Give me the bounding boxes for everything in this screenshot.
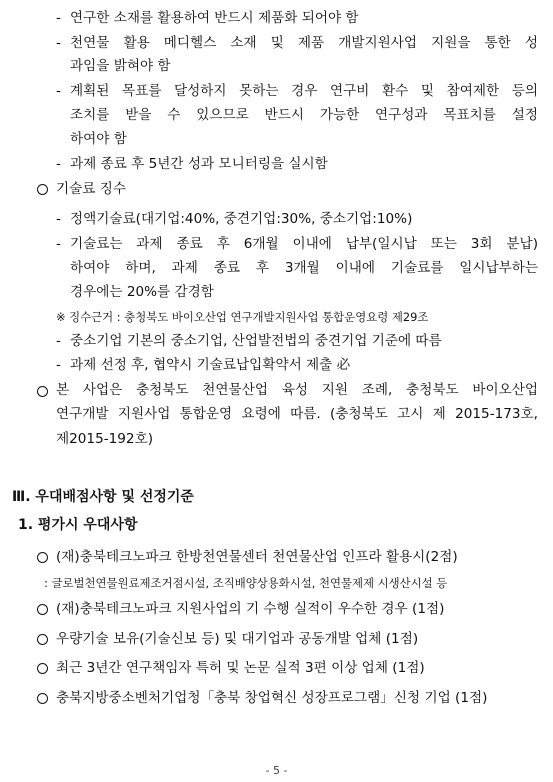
list-item: 충북지방중소벤처기업청「충북 창업혁신 성장프로그램」신청 기업 (1점) [56, 690, 488, 706]
list-item: (재)충북테크노파크 한방천연물센터 천연물산업 인프라 활용시(2점) [56, 549, 458, 565]
footnote: ※ 징수근거 : 충청북도 바이오산업 연구개발지원사업 통합운영요령 제29조 [56, 310, 429, 324]
list-item-continuation: 조치를 받을 수 있으므로 반드시 가능한 연구성과 목표치를 설정 [70, 107, 538, 123]
circle-bullet-icon [37, 184, 48, 195]
dash-marker: - [56, 333, 61, 349]
circle-bullet-icon [37, 663, 48, 674]
dash-marker: - [56, 35, 61, 51]
dash-marker: - [56, 83, 61, 99]
list-item-continuation: 하여야 함 [70, 131, 127, 147]
list-item: 계획된 목표를 달성하지 못하는 경우 연구비 환수 및 참여제한 등의 [70, 83, 538, 99]
dash-marker: - [56, 211, 61, 227]
page-number: - 5 - [265, 764, 288, 777]
list-item: 과제 선정 후, 협약시 기술료납입확약서 제출 必 [70, 357, 351, 373]
circle-bullet-icon [37, 604, 48, 615]
list-item: (재)충북테크노파크 지원사업의 기 수행 실적이 우수한 경우 (1점) [56, 601, 445, 617]
list-item-detail: : 글로벌천연물원료제조거점시설, 조직배양상용화시설, 천연물제제 시생산시설 등 [44, 576, 448, 590]
circle-bullet-icon [37, 386, 48, 397]
dash-marker: - [56, 156, 61, 172]
dash-marker: - [56, 10, 61, 26]
circle-bullet-icon [37, 552, 48, 563]
section-title: Ⅲ. 우대배점사항 및 선정기준 [12, 489, 194, 505]
paragraph: 본 사업은 충청북도 천연물산업 육성 지원 조례, 충청북도 바이오산업 [56, 382, 538, 398]
paragraph-continuation: 연구개발 지원사업 통합운영 요령에 따름. (충청북도 고시 제 2015-173호, [56, 406, 538, 422]
list-item: 천연물 활용 메디헬스 소재 및 제품 개발지원사업 지원을 통한 성 [70, 35, 538, 51]
list-item: 중소기업 기본의 중소기업, 산업발전법의 중견기업 기준에 따름 [70, 333, 442, 349]
circle-bullet-icon [37, 634, 48, 645]
paragraph-continuation: 제2015-192호) [56, 431, 154, 447]
list-item: 과제 종료 후 5년간 성과 모니터링을 실시함 [70, 156, 328, 172]
list-item-continuation: 과임을 밝혀야 함 [70, 58, 171, 74]
list-item: 최근 3년간 연구책임자 특허 및 논문 실적 3편 이상 업체 (1점) [56, 660, 425, 676]
list-item: 연구한 소재를 활용하여 반드시 제품화 되어야 함 [70, 10, 359, 26]
section-heading: 기술료 징수 [56, 181, 126, 197]
dash-marker: - [56, 236, 61, 252]
dash-marker: - [56, 357, 61, 373]
list-item-continuation: 경우에는 20%를 감경함 [70, 284, 214, 300]
list-item-continuation: 하여야 하며, 과제 종료 후 3개월 이내에 기술료를 일시납부하는 [70, 260, 538, 276]
list-item: 기술료는 과제 종료 후 6개월 이내에 납부(일시납 또는 3회 분납) [70, 236, 538, 252]
list-item: 정액기술료(대기업:40%, 중견기업:30%, 중소기업:10%) [70, 211, 413, 227]
list-item: 우량기술 보유(기술신보 등) 및 대기업과 공동개발 업체 (1점) [56, 631, 419, 647]
circle-bullet-icon [37, 693, 48, 704]
subsection-title: 1. 평가시 우대사항 [18, 517, 138, 533]
